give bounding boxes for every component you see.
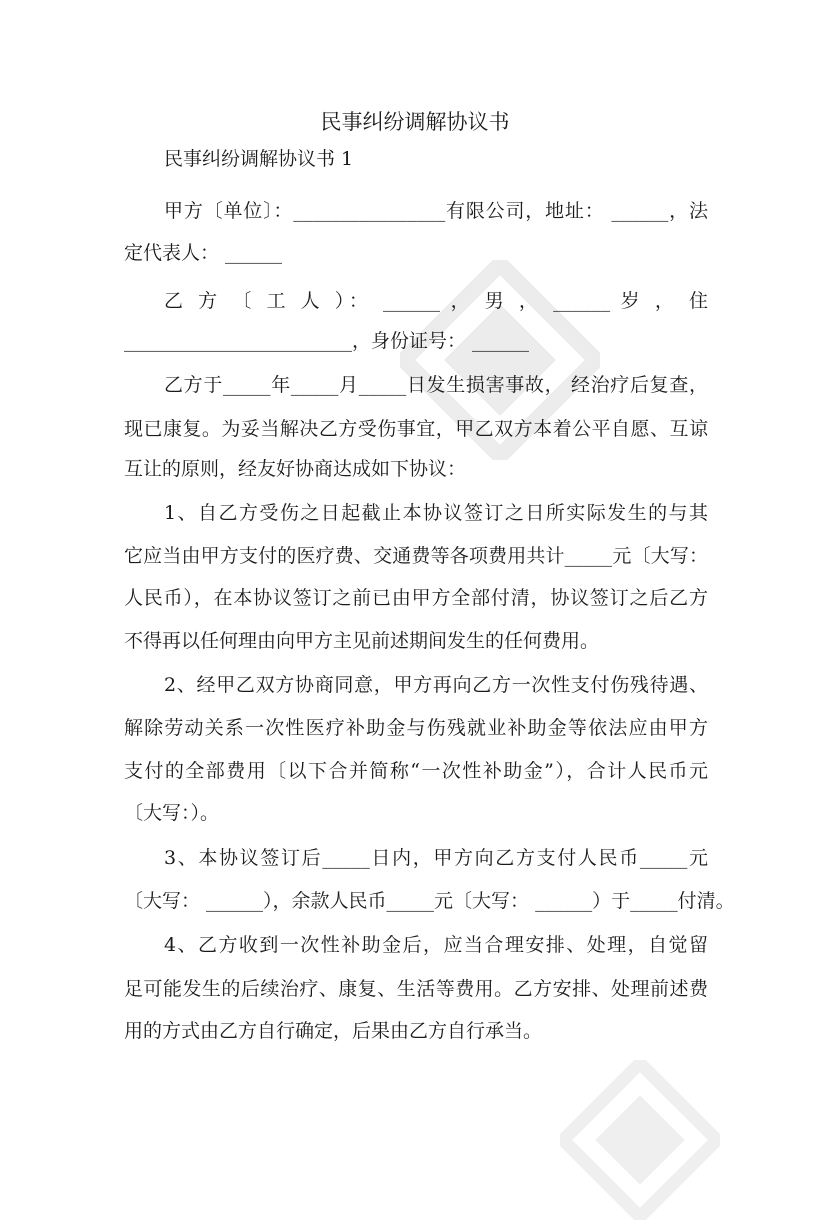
clause-1-line: 1、自乙方受伤之日起截止本协议签订之日所实际发生的与其	[164, 502, 708, 524]
paragraph-line: 互让的原则，经友好协商达成如下协议：	[124, 458, 467, 480]
clause-1-line: 人民币），在本协议签订之前已由甲方全部付清，协议签订之后乙方	[124, 587, 708, 609]
clause-2-line: 支付的全部费用〔以下合并简称“一次性补助金”），合计人民币元	[124, 760, 708, 782]
clause-4-line: 4、乙方收到一次性补助金后，应当合理安排、处理，自觉留	[164, 934, 708, 956]
clause-3-line: 〔大写： ______），余款人民币_____元〔大写： ______）于_____付清。	[124, 890, 735, 912]
clause-4-line: 用的方式由乙方自行确定，后果由乙方自行承当。	[124, 1020, 543, 1042]
party-a-representative: 定代表人： ______	[124, 242, 283, 264]
document-title: 民事纠纷调解协议书	[320, 110, 510, 134]
clause-1-line: 不得再以任何理由向甲方主见前述期间发生的任何费用。	[124, 630, 600, 652]
paragraph-line: 现已康复。为妥当解决乙方受伤事宜，甲乙双方本着公平自愿、互谅	[124, 418, 708, 440]
clause-4-line: 足可能发生的后续治疗、康复、生活等费用。乙方安排、处理前述费	[124, 978, 708, 1000]
clause-2-line: 〔大写：）。	[124, 802, 220, 824]
document-subtitle: 民事纠纷调解协议书 1	[164, 148, 354, 170]
paragraph-line: 乙方于_____年_____月_____日发生损害事故， 经治疗后复查，	[164, 374, 708, 396]
party-b-line: 乙 方 〔 工 人 ）： ______ ， 男 ， ______ 岁 ， 住	[164, 290, 708, 312]
clause-2-line: 解除劳动关系一次性医疗补助金与伤残就业补助金等依法应由甲方	[124, 717, 708, 739]
party-b-id-line: ________________________，身份证号： ______	[124, 330, 530, 352]
party-a-line: 甲方〔单位〕：________________有限公司，地址： ______，法	[164, 200, 708, 222]
watermark-logo-bottom	[560, 1060, 720, 1220]
clause-1-line: 它应当由甲方支付的医疗费、交通费等各项费用共计_____元〔大写：	[124, 545, 708, 567]
clause-2-line: 2、经甲乙双方协商同意，甲方再向乙方一次性支付伤残待遇、	[164, 674, 708, 696]
clause-3-line: 3、本协议签订后_____日内，甲方向乙方支付人民币_____元	[164, 847, 708, 869]
